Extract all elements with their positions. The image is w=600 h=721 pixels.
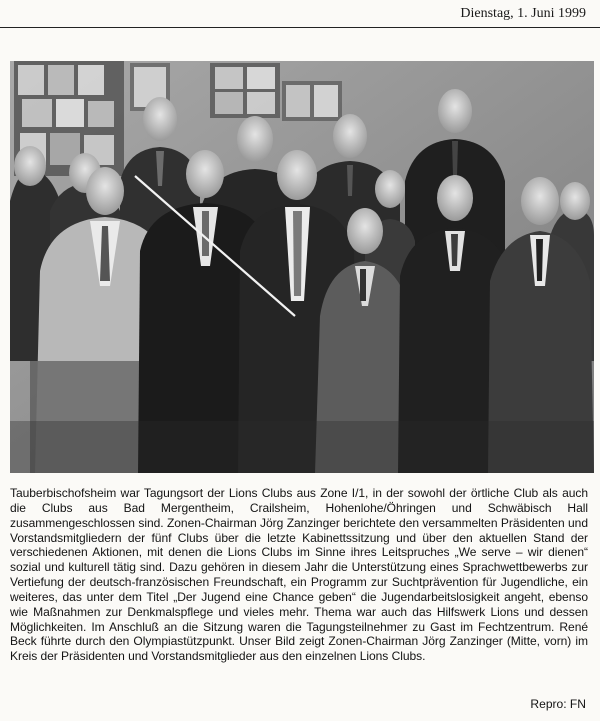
photo-credit: Repro: FN	[530, 697, 586, 711]
publication-date: Dienstag, 1. Juni 1999	[460, 6, 586, 21]
photo-caption	[10, 486, 588, 664]
group-photo-illustration	[10, 61, 594, 473]
caption-text: Tauberbischofsheim war Tagungsort der Lions Clubs aus Zone I/1, in der sowohl der örtliche Club als auch die Clubs aus Bad Mergentheim, Crailsheim, Hohenlohe/Öhringen und Schwäbisch Hall zusammengeschlossen sind. Zonen-Chairman Jörg Zanzinger berichtete den versammelten Präsidenten und Vorstandsmitgliedern der fünf Clubs über die letzte Kabinettssitzung und über den aktuellen Stand der verschiedenen Aktionen, mit denen die Lions Clubs im Sinne ihres Leitspruches „We serve – wir dienen“ sozial und kulturell tätig sind. Dazu gehören in diesem Jahr die Unterstützung eines Sprachwettbewerbs zur Vertiefung der deutsch-französischen Freundschaft, ein Programm zur Suchtprävention für Jugendliche, ein weiteres, das unter dem Titel „Der Jugend eine Chance geben“ die Jugendarbeitslosigkeit angeht, ebenso wie Maßnahmen zur Denkmalspflege und vieles mehr. Thema war auch das Hilfswerk Lions und dessen Möglichkeiten. Im Anschluß an die Sitzung waren die Tagungsteilnehmer zu Gast im Fechtzentrum. René Beck führte durch den Olympiastützpunkt. Unser Bild zeigt Zonen-Chairman Jörg Zanzinger (Mitte, vorn) im Kreis der Präsidenten und Vorstandsmitglieder aus den einzelnen Lions Clubs.	[10, 486, 588, 664]
header-divider	[0, 27, 600, 28]
group-photo	[10, 61, 594, 473]
